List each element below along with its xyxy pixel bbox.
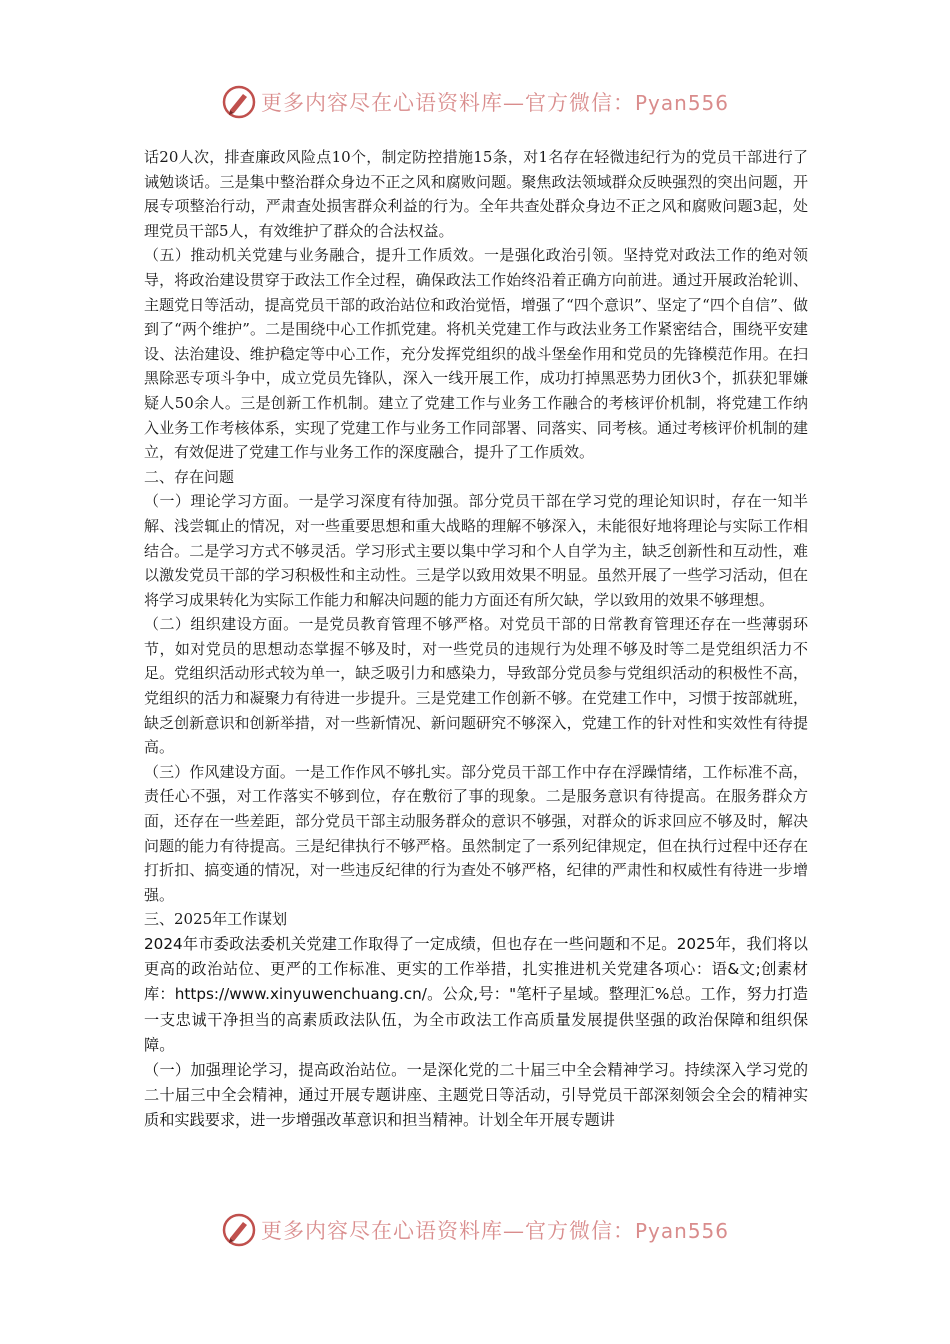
paragraph: （一）加强理论学习，提高政治站位。一是深化党的二十届三中全会精神学习。持续深入学习党的二十届三中全会精神，通过开展专题讲座、主题党日等活动，引导党员干部深刻领会全会的精神实质和实践要求，进一步增强改革意识和担当精神。计划全年开展专题讲: [144, 1061, 808, 1130]
watermark-label: 更多内容尽在心语资料库—官方微信：: [260, 91, 635, 115]
watermark-text: [261, 87, 729, 117]
watermark-text: [261, 1215, 729, 1245]
paragraph: （五）推动机关党建与业务融合，提升工作质效。一是强化政治引领。坚持党对政法工作的绝对领导，将政治建设贯穿于政法工作全过程，确保政法工作始终沿着正确方向前进。通过开展政治轮训、主题党日等活动，提高党员干部的政治站位和政治觉悟，增强了“四个意识”、坚定了“四个自信”、做到了“两个维护”。二是围绕中心工作抓党建。将机关党建工作与政法业务工作紧密结合，围绕平安建设、法治建设、维护稳定等中心工作，充分发挥党组织的战斗堡垒作用和党员的先锋模范作用。在扫黑除恶专项斗争中，成立党员先锋队，深入一线开展工作，成功打掉黑恶势力团伙3个，抓获犯罪嫌疑人50余人。三是创新工作机制。建立了党建工作与业务工作融合的考核评价机制，将党建工作纳入业务工作考核体系，实现了党建工作与业务工作同部署、同落实、同考核。通过考核评价机制的建立，有效促进了党建工作与业务工作的深度融合，提升了工作质效。: [144, 246, 808, 462]
paragraph: （二）组织建设方面。一是党员教育管理不够严格。对党员干部的日常教育管理还存在一些薄弱环节，如对党员的思想动态掌握不够及时，对一些党员的违规行为处理不够及时等二是党组织活力不足。党组织活动形式较为单一，缺乏吸引力和感染力，导致部分党员参与党组织活动的积极性不高，党组织的活力和凝聚力有待进一步提升。三是党建工作创新不够。在党建工作中，习惯于按部就班，缺乏创新意识和创新举措，对一些新情况、新问题研究不够深入，党建工作的针对性和实效性有待提高。: [144, 615, 808, 757]
watermark-header: [0, 82, 950, 122]
paragraph: （三）作风建设方面。一是工作作风不够扎实。部分党员干部工作中存在浮躁情绪，工作标准不高，责任心不强，对工作落实不够到位，存在敷衍了事的现象。二是服务意识有待提高。在服务群众方面，还存在一些差距，部分党员干部主动服务群众的意识不够强，对群众的诉求回应不够及时，解决问题的能力有待提高。三是纪律执行不够严格。虽然制定了一系列纪律规定，但在执行过程中还存在打折扣、搞变通的情况，对一些违反纪律的行为查处不够严格，纪律的严肃性和权威性有待进一步增强。: [144, 762, 808, 904]
watermark-wechat-id: Pyan556: [634, 91, 729, 115]
watermark-label: 更多内容尽在心语资料库—官方微信：: [260, 1219, 635, 1243]
pen-logo-icon: [221, 1212, 257, 1248]
section-heading: 二、存在问题: [144, 467, 235, 486]
paragraph: 2024年市委政法委机关党建工作取得了一定成绩，但也存在一些问题和不足。2025年，我们将以更高的政治站位、更严的工作标准、更实的工作举措，扎实推进机关党建各项心：语&文;创素材库：https://www.xinyuwenchuang.cn/。公众,号："笔杆子星域。整理汇%总。工作，努力打造一支忠诚干净担当的高素质政法队伍，为全市政法工作高质量发展提供坚强的政治保障和组织保障。: [144, 935, 808, 1054]
watermark-wechat-id: Pyan556: [634, 1219, 729, 1243]
paragraph: （一）理论学习方面。一是学习深度有待加强。部分党员干部在学习党的理论知识时，存在一知半解、浅尝辄止的情况，对一些重要思想和重大战略的理解不够深入，未能很好地将理论与实际工作相结合。二是学习方式不够灵活。学习形式主要以集中学习和个人自学为主，缺乏创新性和互动性，难以激发党员干部的学习积极性和主动性。三是学以致用效果不明显。虽然开展了一些学习活动，但在将学习成果转化为实际工作能力和解决问题的能力方面还有所欠缺，学以致用的效果不够理想。: [144, 492, 808, 609]
paragraph: 话20人次，排查廉政风险点10个，制定防控措施15条，对1名存在轻微违纪行为的党员干部进行了诫勉谈话。三是集中整治群众身边不正之风和腐败问题。聚焦政法领域群众反映强烈的突出问题，开展专项整治行动，严肃查处损害群众利益的行为。全年共查处群众身边不正之风和腐败问题3起，处理党员干部5人，有效维护了群众的合法权益。: [144, 148, 808, 240]
pen-logo-icon: [221, 84, 257, 120]
document-body: [144, 145, 808, 1134]
section-heading: 三、2025年工作谋划: [144, 910, 288, 929]
watermark-footer: [0, 1210, 950, 1250]
